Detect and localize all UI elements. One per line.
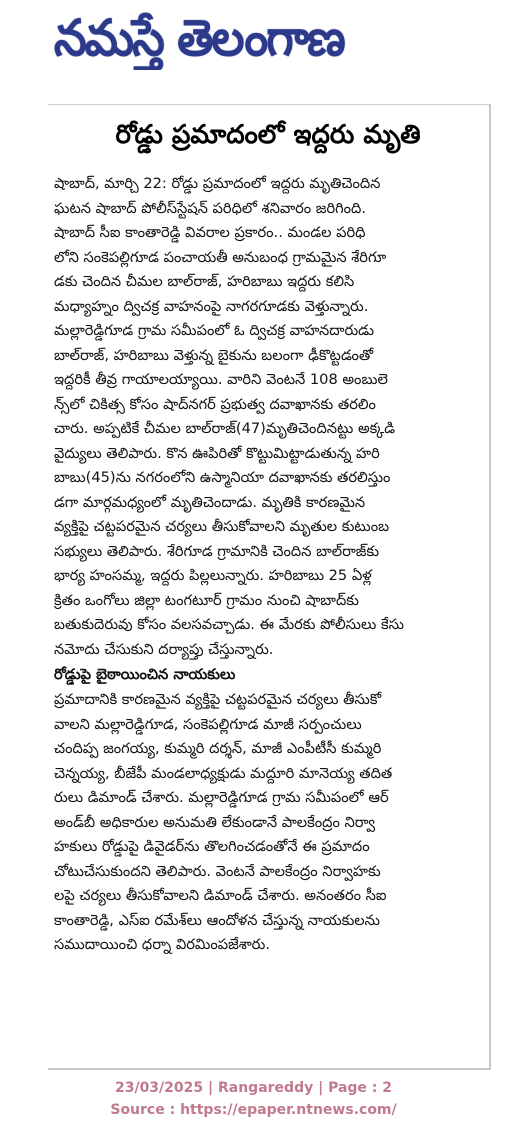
article-line: లపై చర్యలు తీసుకోవాలని డిమాండ్ చేశారు. అనంతరం సీఐ <box>54 887 387 904</box>
article-line: అండ్‌బీ అధికారుల అనుమతి లేకుండానే పాలకేంద్రం నిర్వా <box>54 813 376 831</box>
article-clipping <box>48 104 491 1070</box>
article-subheading: రోడ్డుపై బైఠాయించిన నాయకులు <box>54 666 236 683</box>
article-line: ఘటన షాబాద్ పోలీస్‌స్టేషన్ పరిధిలో శనివారం జరిగింది. <box>54 199 366 217</box>
article-line: భార్య హంసమ్మ, ఇద్దరు పిల్లలున్నారు. హరిబాబు 25 ఏళ్ల <box>54 567 372 584</box>
article-line: చోటుచేసుకుందని తెలిపారు. వెంటనే పాలకేంద్రం నిర్వాహకు <box>54 862 381 880</box>
article-headline: రోడ్డు ప్రమాదంలో ఇద్దరు మృతి <box>115 120 421 150</box>
article-line: డకు చెందిన చీమల బాల్‌రాజ్, హరిబాబు ఇద్దరు కలిసి <box>54 273 355 290</box>
article-line: న్స్‌లో చికిత్స కోసం షాద్‌నగర్ ప్రభుత్వ దవాఖానకు తరలిం <box>54 395 376 413</box>
article-line: మధ్యాహ్నం ద్విచక్ర వాహనంపై నాగరగూడకు వెళ్తున్నారు. <box>54 297 369 315</box>
article-line: బాబు(45)ను నగరంలోని ఉస్మానియా దవాఖానకు తరలిస్తుం <box>54 469 391 486</box>
article-line: షాబాద్ సీఐ కాంతారెడ్డి వివరాల ప్రకారం.. మండల పరిధి <box>54 224 366 241</box>
article-line: బాల్‌రాజ్, హరిబాబు వెళ్తున్న బైకును బలంగా ఢీకొట్టడంతో <box>54 346 374 364</box>
article-line: వ్యక్తిపై చట్టపరమైన చర్యలు తీసుకోవాలని మృతుల కుటుంబ <box>54 518 390 535</box>
article-line: డగా మార్గమధ్యంలో మృతిచెందాడు. మృతికి కారణమైన <box>54 493 366 511</box>
article-line: కాంతారెడ్డి, ఎస్ఐ రమేశ్‌లు ఆందోళన చేస్తున్న నాయకులను <box>54 911 380 929</box>
article-line: ప్రమాదానికి కారణమైన వ్యక్తిపై చట్టపరమైన చర్యలు తీసుకో <box>54 691 382 708</box>
article-line: నమోదు చేసుకుని దర్యాప్తు చేస్తున్నారు. <box>54 640 274 658</box>
article-line: చెన్నయ్య, బీజేపీ మండలాధ్యక్షుడు మద్దూరి మానెయ్య తదిత <box>54 764 393 782</box>
article-line: క్రితం ఒంగోలు జిల్లా టంగటూర్ గ్రామం నుంచి షాబాద్‌కు <box>54 591 359 609</box>
article-line: మల్లారెడ్డిగూడ గ్రామ సమీపంలో ఓ ద్విచక్ర వాహనదారుడు <box>54 322 375 339</box>
article-line: వాలని మల్లారెడ్డిగూడ, సంకెపల్లిగూడ మాజీ సర్పంచులు <box>54 715 362 733</box>
article-line: హకులు రోడ్డుపై డివైడర్‌ను తొలగించడంతోనే ఈ ప్రమాదం <box>54 838 370 855</box>
newspaper-masthead: నమస్తే తెలంగాణ <box>54 9 344 67</box>
article-line: ఇద్దరికీ తీవ్ర గాయాలయ్యాయి. వారిని వెంటనే 108 అంబులె <box>54 371 388 388</box>
article-body <box>54 172 484 958</box>
article-line: వైద్యులు తెలిపారు. కొన ఊపిరితో కొట్టుమిట్టాడుతున్న హరి <box>54 444 380 462</box>
article-line: సభ్యులు తెలిపారు. శేరిగూడ గ్రామానికి చెందిన బాల్‌రాజ్‌కు <box>54 542 380 560</box>
article-line: చందిప్ప జంగయ్య, కుమ్మరి దర్శన్, మాజీ ఎంపీటీసీ కుమ్మరి <box>54 740 382 757</box>
source-link[interactable]: Source : https://epaper.ntnews.com/ <box>110 1102 397 1118</box>
article-line: షాబాద్, మార్చి 22: రోడ్డు ప్రమాదంలో ఇద్దరు మృతిచెందిన <box>54 175 381 192</box>
article-line: సముదాయించి ధర్నా విరమింపజేశారు. <box>54 936 270 953</box>
article-line: లోని సంకెపల్లిగూడ పంచాయతీ అనుబంధ గ్రామమైన శేరిగూ <box>54 248 387 266</box>
article-line: చారు. అప్పటికే చీమల బాల్‌రాజ్(47)మృతిచెందినట్టు అక్కడి <box>54 420 396 437</box>
article-line: రులు డిమాండ్ చేశారు. మల్లారెడ్డిగూడ గ్రామ సమీపంలో ఆర్ <box>54 789 389 806</box>
divider <box>48 104 489 105</box>
edition-info: 23/03/2025 | Rangareddy | Page : 2 <box>114 1080 393 1096</box>
article-line: బతుకుదెరువు కోసం వలసవచ్చాడు. ఈ మేరకు పోలీసులు కేసు <box>54 616 404 633</box>
